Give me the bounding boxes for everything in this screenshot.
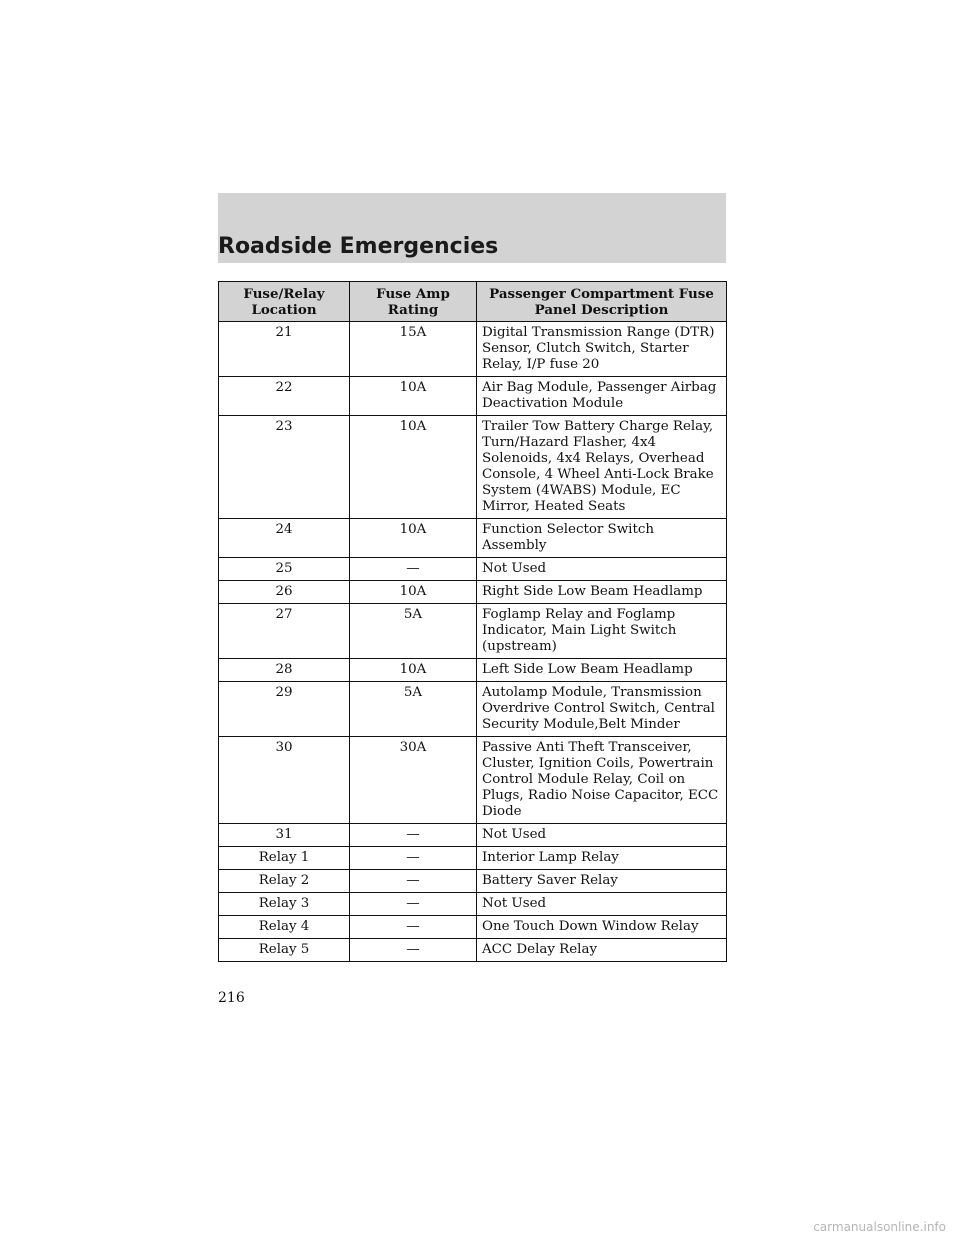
- cell-location: 29: [219, 682, 350, 737]
- cell-location: 28: [219, 659, 350, 682]
- table-row: [219, 377, 727, 416]
- cell-location: Relay 5: [219, 939, 350, 962]
- cell-location: 21: [219, 322, 350, 377]
- cell-description: Not Used: [477, 824, 727, 847]
- header-location-line1: Fuse/Relay Location: [243, 286, 325, 318]
- header-description-text: Passenger Compartment Fuse Panel Description: [489, 286, 714, 318]
- table-row: [219, 939, 727, 962]
- cell-amp-rating: 10A: [350, 416, 477, 519]
- cell-description: Air Bag Module, Passenger Airbag Deactivation Module: [477, 377, 727, 416]
- cell-location: 25: [219, 558, 350, 581]
- cell-location: 26: [219, 581, 350, 604]
- cell-location: Relay 4: [219, 916, 350, 939]
- cell-amp-rating: —: [350, 558, 477, 581]
- cell-amp-rating: —: [350, 916, 477, 939]
- cell-location: Relay 3: [219, 893, 350, 916]
- cell-amp-rating: —: [350, 824, 477, 847]
- cell-location: Relay 1: [219, 847, 350, 870]
- cell-description: Right Side Low Beam Headlamp: [477, 581, 727, 604]
- cell-amp-rating: 10A: [350, 377, 477, 416]
- table-row: [219, 322, 727, 377]
- cell-description: Battery Saver Relay: [477, 870, 727, 893]
- cell-location: 22: [219, 377, 350, 416]
- cell-description: Function Selector Switch Assembly: [477, 519, 727, 558]
- cell-location: 27: [219, 604, 350, 659]
- table-row: [219, 847, 727, 870]
- table-row: [219, 824, 727, 847]
- table-row: [219, 519, 727, 558]
- header-amp-rating: [350, 282, 477, 322]
- footer-watermark: carmanualsonline.info: [813, 1220, 946, 1234]
- table-row: [219, 916, 727, 939]
- section-title: Roadside Emergencies: [218, 234, 499, 259]
- cell-amp-rating: 10A: [350, 519, 477, 558]
- cell-amp-rating: 10A: [350, 581, 477, 604]
- header-location: [219, 282, 350, 322]
- cell-description: Digital Transmission Range (DTR) Sensor, Clutch Switch, Starter Relay, I/P fuse 20: [477, 322, 727, 377]
- cell-amp-rating: 10A: [350, 659, 477, 682]
- cell-location: 23: [219, 416, 350, 519]
- table-row: [219, 682, 727, 737]
- cell-description: Left Side Low Beam Headlamp: [477, 659, 727, 682]
- table-body: [219, 322, 727, 962]
- cell-location: Relay 2: [219, 870, 350, 893]
- table-header-row: [219, 282, 727, 322]
- cell-amp-rating: 30A: [350, 737, 477, 824]
- cell-location: 24: [219, 519, 350, 558]
- cell-amp-rating: 5A: [350, 682, 477, 737]
- cell-description: Interior Lamp Relay: [477, 847, 727, 870]
- header-amp-rating-text: Fuse Amp Rating: [376, 286, 450, 318]
- cell-amp-rating: —: [350, 870, 477, 893]
- table-row: [219, 416, 727, 519]
- cell-description: Trailer Tow Battery Charge Relay, Turn/Hazard Flasher, 4x4 Solenoids, 4x4 Relays, Overhead Console, 4 Wheel Anti-Lock Brake System (4WABS) Module, EC Mirror, Heated Seats: [477, 416, 727, 519]
- cell-amp-rating: 15A: [350, 322, 477, 377]
- cell-amp-rating: —: [350, 847, 477, 870]
- cell-amp-rating: 5A: [350, 604, 477, 659]
- cell-description: ACC Delay Relay: [477, 939, 727, 962]
- cell-amp-rating: —: [350, 939, 477, 962]
- table-row: [219, 870, 727, 893]
- page-number: 216: [218, 990, 245, 1006]
- cell-location: 30: [219, 737, 350, 824]
- cell-location: 31: [219, 824, 350, 847]
- cell-amp-rating: —: [350, 893, 477, 916]
- table-row: [219, 558, 727, 581]
- cell-description: Passive Anti Theft Transceiver, Cluster, Ignition Coils, Powertrain Control Module Relay, Coil on Plugs, Radio Noise Capacitor, ECC Diode: [477, 737, 727, 824]
- cell-description: One Touch Down Window Relay: [477, 916, 727, 939]
- cell-description: Foglamp Relay and Foglamp Indicator, Main Light Switch (upstream): [477, 604, 727, 659]
- table-row: [219, 581, 727, 604]
- fuse-table: [218, 281, 727, 962]
- cell-description: Autolamp Module, Transmission Overdrive Control Switch, Central Security Module,Belt Minder: [477, 682, 727, 737]
- table-row: [219, 659, 727, 682]
- table-row: [219, 893, 727, 916]
- table-row: [219, 604, 727, 659]
- header-description: [477, 282, 727, 322]
- table-row: [219, 737, 727, 824]
- cell-description: Not Used: [477, 558, 727, 581]
- cell-description: Not Used: [477, 893, 727, 916]
